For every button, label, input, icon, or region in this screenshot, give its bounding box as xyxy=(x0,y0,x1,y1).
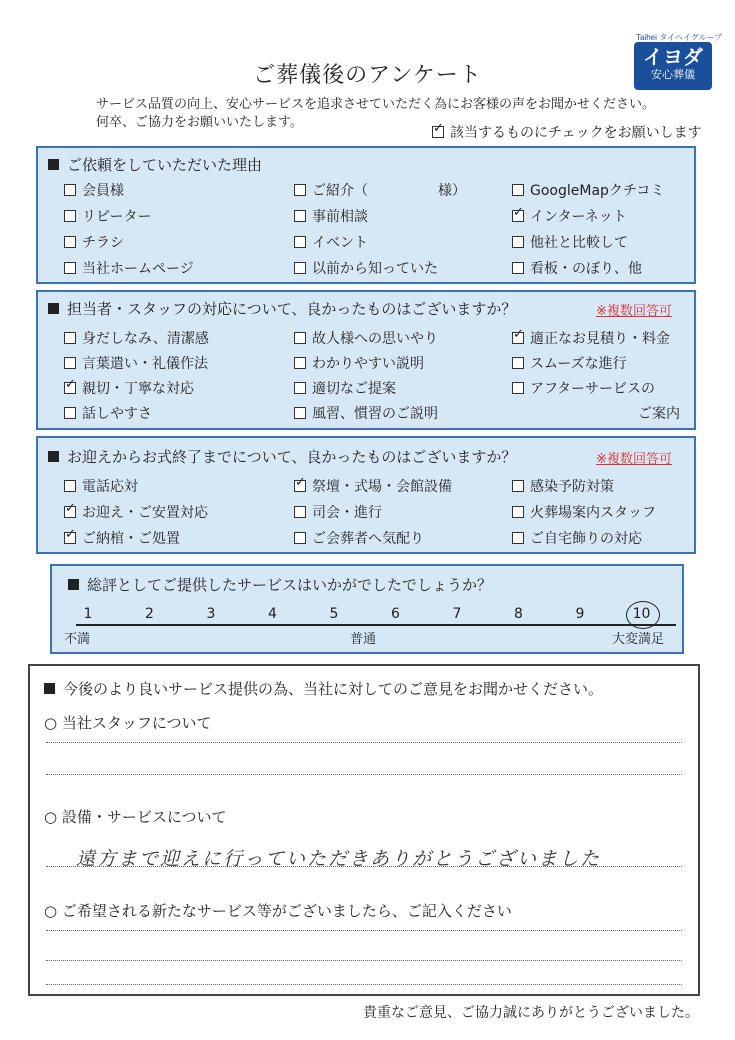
checkbox-icon[interactable] xyxy=(294,532,306,544)
option-proposal[interactable]: 適切なご提案 xyxy=(294,378,396,398)
multi-answer-note: ※複数回答可 xyxy=(596,452,672,467)
option-smooth[interactable]: スムーズな進行 xyxy=(512,353,627,373)
option-phone[interactable]: 電話応対 xyxy=(64,476,138,496)
checkbox-checked-icon[interactable] xyxy=(64,532,76,544)
checkbox-sample-icon xyxy=(432,126,444,138)
square-bullet-icon xyxy=(48,451,59,462)
checkbox-icon[interactable] xyxy=(64,184,76,196)
comments-box xyxy=(28,664,700,996)
checkbox-icon[interactable] xyxy=(294,506,306,518)
option-aftercare-continuation: ご案内 xyxy=(638,406,680,422)
section-reasons xyxy=(36,146,696,284)
staff-comment-label: ○ 当社スタッフについて xyxy=(44,714,212,732)
checkbox-checked-icon[interactable] xyxy=(512,210,524,222)
section-staff-title: 担当者・スタッフの対応について、良かったものはございますか？ xyxy=(48,298,516,319)
option-kindness[interactable]: ✓親切・丁寧な対応 xyxy=(64,378,194,398)
company-logo xyxy=(634,32,723,90)
checkbox-icon[interactable] xyxy=(64,236,76,248)
option-estimate[interactable]: ✓ 適正なお見積り・料金 xyxy=(512,328,670,348)
option-signboard[interactable]: 看板・のぼり、他 xyxy=(512,258,642,278)
option-repeater[interactable]: リピーター xyxy=(64,206,151,226)
section-overall xyxy=(50,564,684,654)
option-appearance[interactable]: 身だしなみ、清潔感 xyxy=(64,328,209,348)
checkbox-icon[interactable] xyxy=(294,262,306,274)
check-instruction xyxy=(432,122,702,142)
option-internet[interactable]: ✓ インターネット xyxy=(512,206,627,226)
rating-high-label: 大変満足 xyxy=(612,632,665,647)
checkbox-icon[interactable] xyxy=(294,407,306,419)
checkbox-icon[interactable] xyxy=(294,236,306,248)
square-bullet-icon xyxy=(44,683,55,694)
option-pickup[interactable]: ✓お迎え・ご安置対応 xyxy=(64,502,208,522)
facility-comment-label: ○ 設備・サービスについて xyxy=(44,808,227,826)
option-flyer[interactable]: チラシ xyxy=(64,232,124,252)
option-member[interactable]: 会員様 xyxy=(64,180,124,200)
section-ceremony xyxy=(36,436,696,554)
rating-selected-circle xyxy=(626,601,660,629)
rating-low-label: 不満 xyxy=(64,632,91,647)
option-compare[interactable]: 他社と比較して xyxy=(512,232,628,252)
checkbox-checked-icon[interactable] xyxy=(64,506,76,518)
checkbox-icon[interactable] xyxy=(294,332,306,344)
comments-title: 今後のより良いサービス提供の為、当社に対してのご意見をお聞かせください。 xyxy=(44,678,603,699)
checkbox-icon[interactable] xyxy=(512,262,524,274)
checkbox-icon[interactable] xyxy=(512,532,524,544)
new-service-line-3[interactable] xyxy=(46,984,682,985)
checkbox-icon[interactable] xyxy=(294,357,306,369)
option-crematorium[interactable]: 火葬場案内スタッフ xyxy=(512,502,656,522)
section-ceremony-title: お迎えからお式終了までについて、良かったものはございますか？ xyxy=(48,446,516,467)
rating-option-5[interactable]: 5 xyxy=(329,606,339,622)
rating-mid-label: 普通 xyxy=(350,632,377,647)
checkbox-icon[interactable] xyxy=(294,184,306,196)
option-event[interactable]: イベント xyxy=(294,232,368,252)
facility-comment-answer[interactable]: 遠方まで迎えに行っていただきありがとうございました xyxy=(76,848,602,870)
section-staff xyxy=(36,290,696,430)
facility-comment-line-1[interactable] xyxy=(46,866,682,867)
option-mc[interactable]: 司会・進行 xyxy=(294,502,382,522)
checkbox-checked-icon[interactable] xyxy=(512,332,524,344)
checkbox-checked-icon[interactable] xyxy=(64,382,76,394)
checkbox-icon[interactable] xyxy=(64,407,76,419)
square-bullet-icon xyxy=(68,579,79,590)
checkbox-icon[interactable] xyxy=(512,357,524,369)
option-explanation[interactable]: わかりやすい説明 xyxy=(294,353,424,373)
checkbox-icon[interactable] xyxy=(512,236,524,248)
checkbox-icon[interactable] xyxy=(64,480,76,492)
option-googlemap[interactable]: GoogleMapクチコミ xyxy=(512,180,664,200)
rating-option-9[interactable]: 9 xyxy=(575,606,585,622)
logo-brand: Taihei タイヘイグループ xyxy=(636,33,723,42)
option-altar[interactable]: ✓ 祭壇・式場・会館設備 xyxy=(294,476,452,496)
option-attendees[interactable]: ご会葬者へ気配り xyxy=(294,528,424,548)
thank-you-footer: 貴重なご意見、ご協力誠にありがとうございました。 xyxy=(363,1005,699,1021)
logo-main: イヨダ xyxy=(643,45,703,69)
checkbox-icon[interactable] xyxy=(512,382,524,394)
checkbox-icon[interactable] xyxy=(512,480,524,492)
checkbox-icon[interactable] xyxy=(512,184,524,196)
check-instruction-text: 該当するものにチェックをお願いします xyxy=(450,125,702,141)
new-service-line-2[interactable] xyxy=(46,960,682,961)
rating-option-2[interactable]: 2 xyxy=(145,606,154,622)
page-title: ご葬儀後のアンケート xyxy=(253,63,482,88)
rating-option-3[interactable]: 3 xyxy=(206,606,216,622)
checkbox-icon[interactable] xyxy=(294,210,306,222)
option-compassion[interactable]: 故人様への思いやり xyxy=(294,328,438,348)
option-consult[interactable]: 事前相談 xyxy=(294,206,368,226)
staff-comment-line-2[interactable] xyxy=(46,774,682,775)
new-service-line-1[interactable] xyxy=(46,930,682,931)
staff-comment-line-1[interactable] xyxy=(46,742,682,743)
rating-option-6[interactable]: 6 xyxy=(391,606,400,622)
square-bullet-icon xyxy=(48,303,59,314)
option-referral[interactable]: ご紹介（ 様） xyxy=(294,180,466,200)
checkbox-checked-icon[interactable] xyxy=(294,480,306,492)
option-approachable[interactable]: 話しやすさ xyxy=(64,403,152,423)
rating-option-7[interactable]: 7 xyxy=(452,606,462,622)
option-manners[interactable]: 言葉遣い・礼儀作法 xyxy=(64,353,208,373)
option-known[interactable]: 以前から知っていた xyxy=(294,258,438,278)
logo-sub: 安心葬儀 xyxy=(651,68,695,81)
square-bullet-icon xyxy=(48,159,59,170)
multi-answer-note: ※複数回答可 xyxy=(596,304,672,319)
new-service-label: ○ ご希望される新たなサービス等がございましたら、ご記入ください xyxy=(44,902,512,920)
checkbox-icon[interactable] xyxy=(64,357,76,369)
rating-option-10[interactable]: 10 xyxy=(632,606,651,622)
option-home-decor[interactable]: ご自宅飾りの対応 xyxy=(512,528,642,548)
section-overall-title: 総評としてご提供したサービスはいかがでしたでしょうか？ xyxy=(68,574,492,595)
checkbox-icon[interactable] xyxy=(64,332,76,344)
rating-option-8[interactable]: 8 xyxy=(514,606,523,622)
intro-line-1: サービス品質の向上、安心サービスを追求させていただく為にお客様の声をお聞かせください。 xyxy=(96,97,656,112)
checkbox-icon[interactable] xyxy=(512,506,524,518)
option-homepage[interactable]: 当社ホームページ xyxy=(64,258,194,278)
rating-option-1[interactable]: 1 xyxy=(83,606,93,622)
option-infection[interactable]: 感染予防対策 xyxy=(512,476,614,496)
rating-axis xyxy=(76,624,676,626)
checkbox-icon[interactable] xyxy=(64,210,76,222)
option-customs[interactable]: 風習、慣習のご説明 xyxy=(294,403,438,423)
section-reasons-title: ご依頼をしていただいた理由 xyxy=(48,154,262,175)
checkbox-icon[interactable] xyxy=(64,262,76,274)
intro-line-2: 何卒、ご協力をお願いいたします。 xyxy=(96,115,303,130)
checkbox-icon[interactable] xyxy=(294,382,306,394)
option-aftercare[interactable]: アフターサービスの xyxy=(512,378,655,398)
rating-option-4[interactable]: 4 xyxy=(268,606,277,622)
option-encoffin[interactable]: ✓ご納棺・ご処置 xyxy=(64,528,180,548)
